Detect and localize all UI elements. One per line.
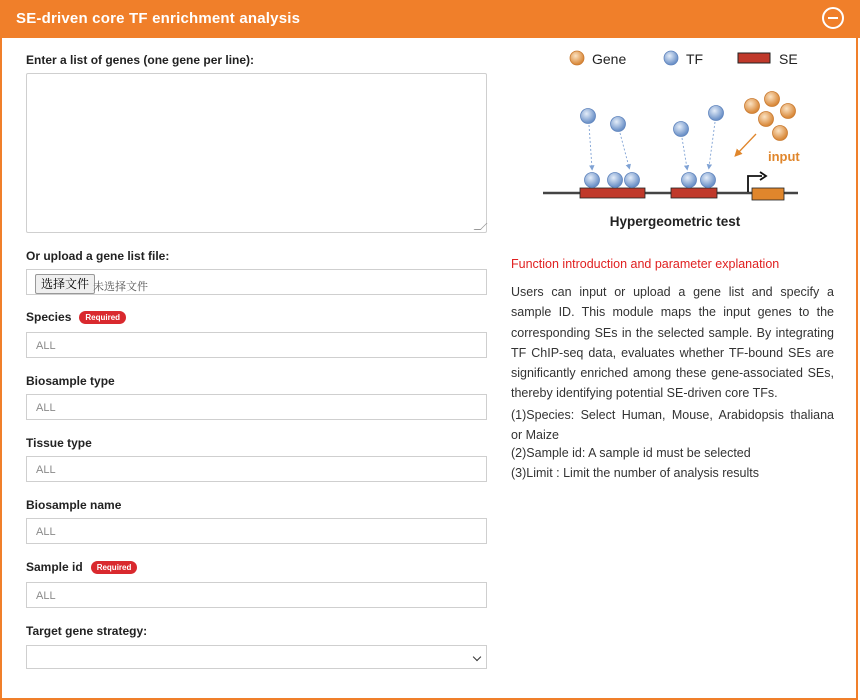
- legend-tf: TF: [686, 51, 704, 67]
- se-bar: [580, 188, 645, 198]
- diagram-caption: Hypergeometric test: [609, 214, 741, 229]
- sample-id-placeholder: ALL: [36, 590, 56, 602]
- upload-label: Or upload a gene list file:: [26, 249, 170, 263]
- gene-ball-icon: [570, 51, 584, 65]
- biosample-name-select[interactable]: [26, 518, 487, 544]
- param-sample-id: (2)Sample id: A sample id must be selected: [511, 446, 751, 460]
- input-label: input: [768, 149, 800, 164]
- choose-file-button[interactable]: 选择文件: [35, 274, 95, 294]
- function-title: Function introduction and parameter explanation: [511, 257, 780, 271]
- collapse-icon[interactable]: [822, 7, 844, 29]
- gene-box: [752, 188, 784, 200]
- gene-list-textarea[interactable]: [26, 73, 487, 233]
- se-bar: [671, 188, 717, 198]
- gene-ball-icon: [781, 104, 796, 119]
- target-gene-label: Target gene strategy:: [26, 624, 148, 638]
- required-badge: Required: [91, 561, 138, 574]
- tf-ball-icon: [709, 106, 724, 121]
- tf-ball-icon: [611, 117, 626, 132]
- panel-header: [0, 0, 860, 38]
- gene-ball-icon: [745, 99, 760, 114]
- legend-se: SE: [779, 51, 798, 67]
- tf-ball-icon: [625, 173, 640, 188]
- legend-gene: Gene: [592, 51, 627, 67]
- tf-ball-icon: [664, 51, 678, 65]
- target-gene-select[interactable]: [26, 645, 487, 669]
- se-bar-icon: [738, 53, 770, 63]
- gene-ball-icon: [773, 126, 788, 141]
- biosample-type-placeholder: ALL: [36, 402, 56, 414]
- tissue-type-label: Tissue type: [26, 436, 92, 450]
- tf-ball-icon: [682, 173, 697, 188]
- tissue-type-select[interactable]: [26, 456, 487, 482]
- biosample-name-label: Biosample name: [26, 498, 122, 512]
- param-limit: (3)Limit : Limit the number of analysis results: [511, 466, 760, 480]
- sample-id-label: [26, 560, 137, 574]
- tf-ball-icon: [608, 173, 623, 188]
- tf-ball-icon: [701, 173, 716, 188]
- tf-ball-icon: [585, 173, 600, 188]
- sample-id-label-text: Sample id: [26, 560, 83, 574]
- biosample-type-label: Biosample type: [26, 374, 115, 388]
- species-label: [26, 310, 126, 324]
- file-upload-field: [26, 269, 487, 295]
- tissue-type-placeholder: ALL: [36, 464, 56, 476]
- tf-ball-icon: [674, 122, 689, 137]
- param-species: (1)Species: Select Human, Mouse, Arabidopsis thaliana or Maize: [511, 408, 834, 443]
- gene-ball-icon: [765, 92, 780, 107]
- hypergeometric-diagram: [510, 86, 850, 236]
- required-badge: Required: [79, 311, 126, 324]
- gene-ball-icon: [759, 112, 774, 127]
- species-select[interactable]: [26, 332, 487, 358]
- species-placeholder: ALL: [36, 340, 56, 352]
- function-description: Users can input or upload a gene list and specify a sample ID. This module maps the input genes to the corresponding SEs in the selected sample. By integrating TF ChIP-seq data, evaluates whether TF-bound SEs are significantly enriched among these gene-associated SEs, thereby identifying potential SE-driven core TFs.: [511, 285, 834, 401]
- biosample-type-select[interactable]: [26, 394, 487, 420]
- biosample-name-placeholder: ALL: [36, 526, 56, 538]
- tf-ball-icon: [581, 109, 596, 124]
- sample-id-select[interactable]: [26, 582, 487, 608]
- gene-list-label: Enter a list of genes (one gene per line):: [26, 53, 255, 67]
- file-status-text: 未选择文件: [93, 281, 148, 293]
- species-label-text: Species: [26, 310, 72, 324]
- chevron-down-icon[interactable]: [473, 653, 481, 661]
- resize-handle-icon[interactable]: [474, 223, 488, 230]
- panel-title: SE-driven core TF enrichment analysis: [16, 10, 301, 27]
